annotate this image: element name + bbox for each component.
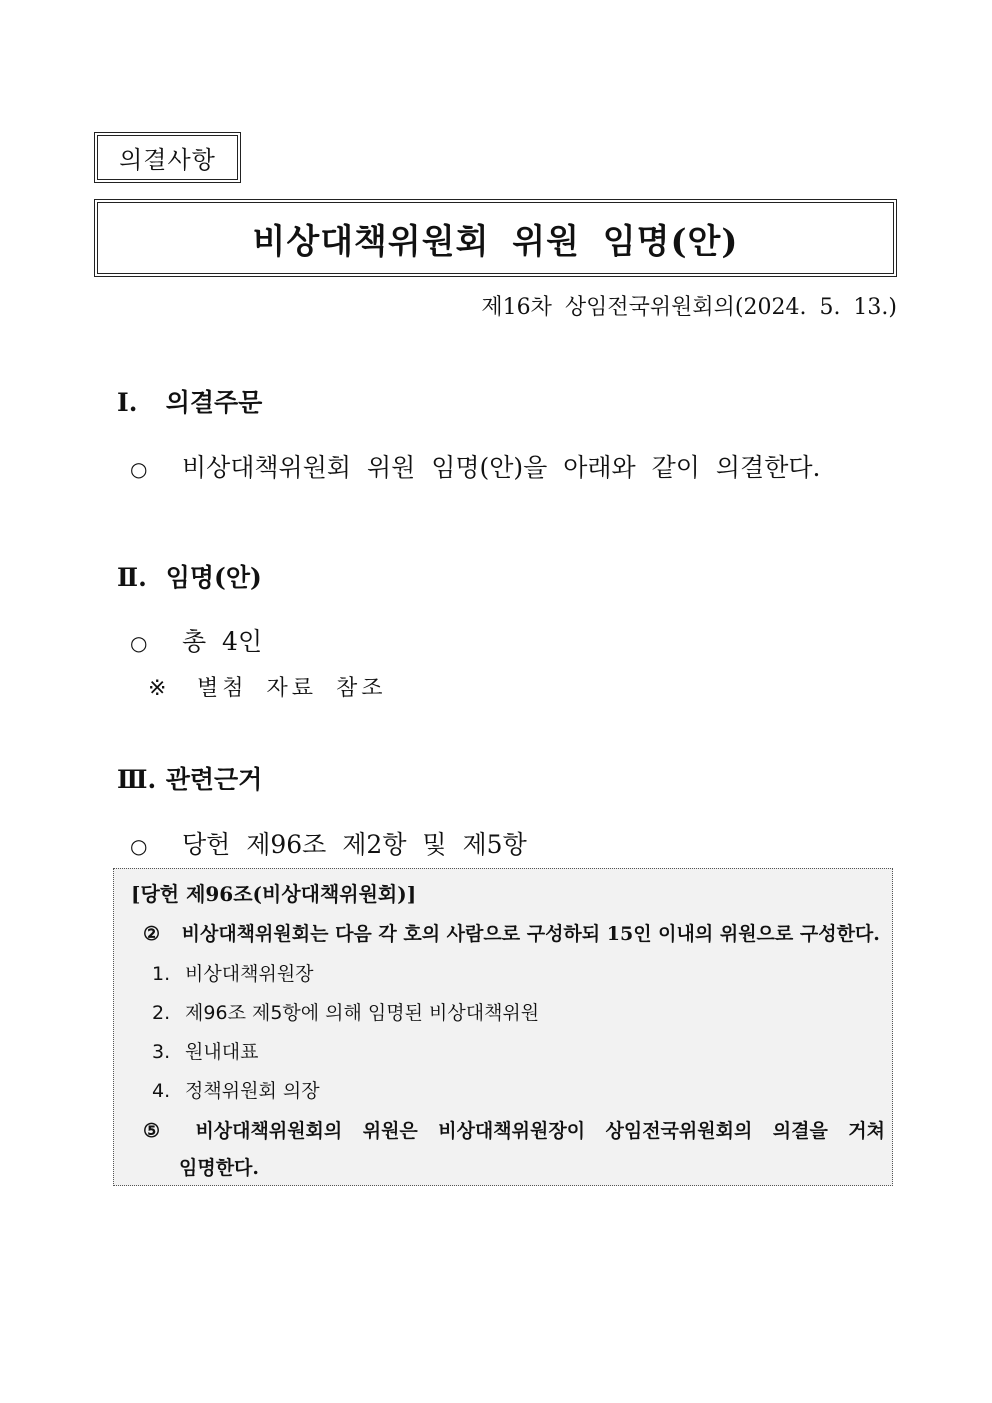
item-text: 정책위원회 의장 xyxy=(185,1080,320,1102)
charter-article-box xyxy=(113,868,893,1186)
charter-paragraph-5 xyxy=(143,1113,885,1187)
section-numeral: Ⅰ. xyxy=(117,388,138,417)
charter-item xyxy=(152,1076,320,1103)
paragraph-text: 비상대책위원회는 다음 각 호의 사람으로 구성하되 15인 이내의 위원으로 구성한다. xyxy=(181,923,880,945)
paragraph-word: 상임전국위원회의 xyxy=(605,1120,753,1142)
charter-item xyxy=(152,998,539,1025)
attachment-note xyxy=(148,671,387,702)
note-marker: ※ xyxy=(148,676,167,701)
paragraph-word: 거쳐 xyxy=(848,1120,885,1142)
paragraph-marker: ② xyxy=(143,923,161,945)
bullet-text: 총 4인 xyxy=(181,627,263,656)
document-title-box xyxy=(97,202,894,274)
paragraph-continuation: 임명한다. xyxy=(179,1157,260,1179)
bullet-marker: ○ xyxy=(130,834,148,858)
item-number: 3. xyxy=(152,1041,171,1063)
section-numeral: Ⅱ. xyxy=(117,563,147,592)
paragraph-first-line xyxy=(143,1113,885,1150)
section-heading-text: 임명(안) xyxy=(165,563,262,592)
section-heading-appointment xyxy=(117,558,262,594)
paragraph-word: 비상대책위원장이 xyxy=(438,1120,586,1142)
charter-paragraph-2 xyxy=(143,919,880,946)
resolution-bullet xyxy=(130,448,820,484)
item-number: 4. xyxy=(152,1080,171,1102)
item-text: 원내대표 xyxy=(185,1041,259,1063)
section-numeral: Ⅲ. xyxy=(117,765,157,794)
paragraph-word: 의결을 xyxy=(772,1120,828,1142)
item-number: 1. xyxy=(152,963,171,985)
charter-item xyxy=(152,959,314,986)
paragraph-marker: ⑤ xyxy=(143,1120,161,1142)
appointment-bullet xyxy=(130,622,262,658)
paragraph-word: 비상대책위원회의 xyxy=(195,1120,343,1142)
bullet-text: 비상대책위원회 위원 임명(안)을 아래와 같이 의결한다. xyxy=(181,453,821,482)
bullet-text: 당헌 제96조 제2항 및 제5항 xyxy=(181,830,527,859)
charter-item xyxy=(152,1037,258,1064)
note-text: 별첨 자료 참조 xyxy=(197,676,387,701)
item-number: 2. xyxy=(152,1002,171,1024)
section-heading-resolution xyxy=(117,383,262,419)
bullet-marker: ○ xyxy=(130,631,148,655)
section-heading-text: 의결주문 xyxy=(165,388,263,417)
paragraph-word: 위원은 xyxy=(362,1120,418,1142)
agenda-tag xyxy=(97,135,238,180)
agenda-tag-label: 의결사항 xyxy=(119,146,216,174)
section-heading-basis xyxy=(117,760,262,796)
meeting-reference: 제16차 상임전국위원회의(2024. 5. 13.) xyxy=(481,295,897,320)
section-heading-text: 관련근거 xyxy=(165,765,263,794)
charter-article-title: [당헌 제96조(비상대책위원회)] xyxy=(131,882,417,906)
bullet-marker: ○ xyxy=(130,457,148,481)
item-text: 제96조 제5항에 의해 임명된 비상대책위원 xyxy=(185,1002,540,1024)
item-text: 비상대책위원장 xyxy=(185,963,314,985)
document-title: 비상대책위원회 위원 임명(안) xyxy=(252,221,739,262)
basis-bullet xyxy=(130,825,527,861)
